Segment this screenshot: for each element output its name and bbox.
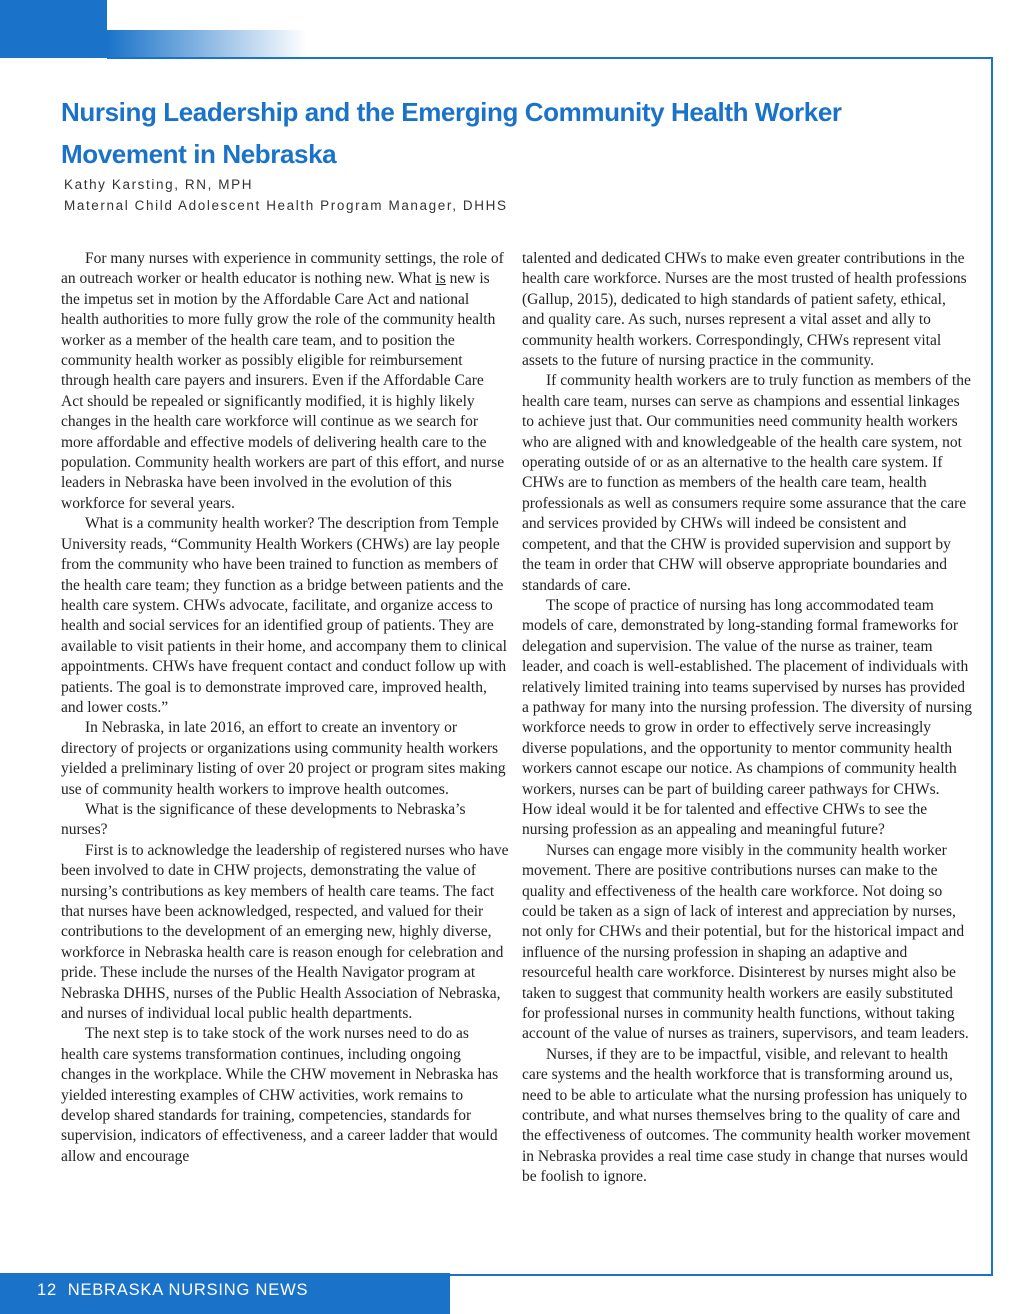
paragraph: For many nurses with experience in community settings, the role of an outreach worker or health educator is nothing new. What is new is the impetus set in motion by the Affordable Care Act and national health authorities to more fully grow the role of the community health worker as a member of the health care team, and to position the community health worker as possibly eligible for reimbursement through health care payers and insurers. Even if the Affordable Care Act should be repealed or significantly modified, it is highly likely changes in the health care workforce will continue as we search for more affordable and effective models of delivering health care to the population. Community health workers are part of this effort, and nurse leaders in Nebraska have been involved in the evolution of this workforce for several years. [61, 250, 505, 512]
author-name: Kathy Karsting, RN, MPH [64, 177, 254, 192]
paragraph: If community health workers are to truly function as members of the health care team, nurses can serve as champions and essential linkages to achieve just that. Our communities need community health workers who are aligned with and knowledgeable of the health care system, not operating outside of or as an alternative to the health care system. If CHWs are to function as members of the health care team, health professionals as well as consumers require some assurance that the care and services provided by CHWs will indeed be consistent and competent, and that the CHW is provided supervision and support by the team in order that CHW will observe appropriate boundaries and standards of care. [522, 372, 971, 594]
header-gradient-strip [107, 30, 307, 58]
page-frame-right [991, 57, 993, 1276]
paragraph: In Nebraska, in late 2016, an effort to create an inventory or directory of projects or organizations using community health workers yielded a preliminary listing of over 20 project or program sites making use of community health workers to improve health outcomes. [61, 719, 506, 798]
corner-accent-block [0, 0, 107, 58]
paragraph: Nurses can engage more visibly in the community health worker movement. There are positive contributions nurses can make to the quality and effectiveness of the health care workforce. Not doing so could be taken as a sign of lack of interest and appreciation by nurses, not only for CHWs and their potential, but for the historical impact and influence of the nursing profession in shaping an adaptive and resourceful health care workforce. Disinterest by nurses might also be taken to suggest that community health workers are easily substituted for professional nurses in community health functions, without taking account of the value of nurses as trainers, supervisors, and team leaders. [522, 841, 969, 1043]
article-column-right [522, 249, 972, 1188]
paragraph: The scope of practice of nursing has long accommodated team models of care, demonstrated by long-standing formal frameworks for delegation and supervision. The value of the nurse as trainer, team leader, and coach is well-established. The placement of individuals with relatively limited training into teams supervised by nurses has provided a pathway for many into the nursing profession. The diversity of nursing workforce needs to grow in order to effectively serve increasingly diverse populations, and the opportunity to mentor community health workers cannot escape our notice. As champions of community health workers, nurses can be part of building career pathways for CHWs. How ideal would it be for talented and effective CHWs to see the nursing profession as an appealing and meaningful future? [522, 596, 972, 839]
paragraph: Nurses, if they are to be impactful, visible, and relevant to health care systems and the health workforce that is transforming around us, need to be able to articulate what the nursing profession has uniquely to contribute, and what nurses themselves bring to the quality of care and the effectiveness of outcomes. The community health worker movement in Nebraska provides a real time case study in change that nurses would be foolish to ignore. [522, 1045, 971, 1186]
paragraph: The next step is to take stock of the work nurses need to do as health care systems transformation continues, including ongoing changes in the workplace. While the CHW movement in Nebraska has yielded interesting examples of CHW activities, work remains to develop shared standards for training, competencies, standards for supervision, indicators of effectiveness, and a career ladder that would allow and encourage [61, 1025, 499, 1165]
author-role: Maternal Child Adolescent Health Program Manager, DHHS [64, 198, 508, 213]
article-title: Nursing Leadership and the Emerging Community Health Worker Movement in Nebraska [61, 97, 842, 169]
page-frame-top [107, 57, 993, 59]
footer-label [37, 1281, 308, 1300]
page-frame-bottom [450, 1274, 993, 1276]
paragraph: What is a community health worker? The description from Temple University reads, “Community Health Workers (CHWs) are lay people from the community who have been trained to function as members of the health care team; they function as a bridge between patients and the health care system. CHWs advocate, facilitate, and organize access to health and social services for an identified group of patients. They are available to visit patients in their home, and accompany them to clinical appointments. CHWs have frequent contact and conduct follow up with patients. The goal is to demonstrate improved care, improved health, and lower costs.” [61, 515, 507, 716]
emphasized-word: is [435, 270, 446, 288]
paragraph: What is the significance of these developments to Nebraska’s nurses? [61, 800, 466, 839]
paragraph-continued: talented and dedicated CHWs to make even greater contributions in the health care workforce. Nurses are the most trusted of health professions (Gallup, 2015), dedicated to high standards of patient safety, ethical, and quality care. As such, nurses represent a vital asset and ally to community health workers. Correspondingly, CHWs represent vital assets to the future of nursing practice in the community. [522, 250, 967, 370]
publication-name: NEBRASKA NURSING NEWS [67, 1281, 309, 1299]
article-column-left [61, 249, 509, 1167]
page-number: 12 [37, 1281, 57, 1299]
paragraph: First is to acknowledge the leadership of registered nurses who have been involved to date in CHW projects, demonstrating the value of nursing’s contributions as key members of health care teams. The fact that nurses have been acknowledged, respected, and valued for their contributions to the development of an emerging new, highly diverse, workforce in Nebraska health care is reason enough for celebration and pride. These include the nurses of the Health Navigator program at Nebraska DHHS, nurses of the Public Health Association of Nebraska, and nurses of individual local public health departments. [61, 841, 509, 1023]
